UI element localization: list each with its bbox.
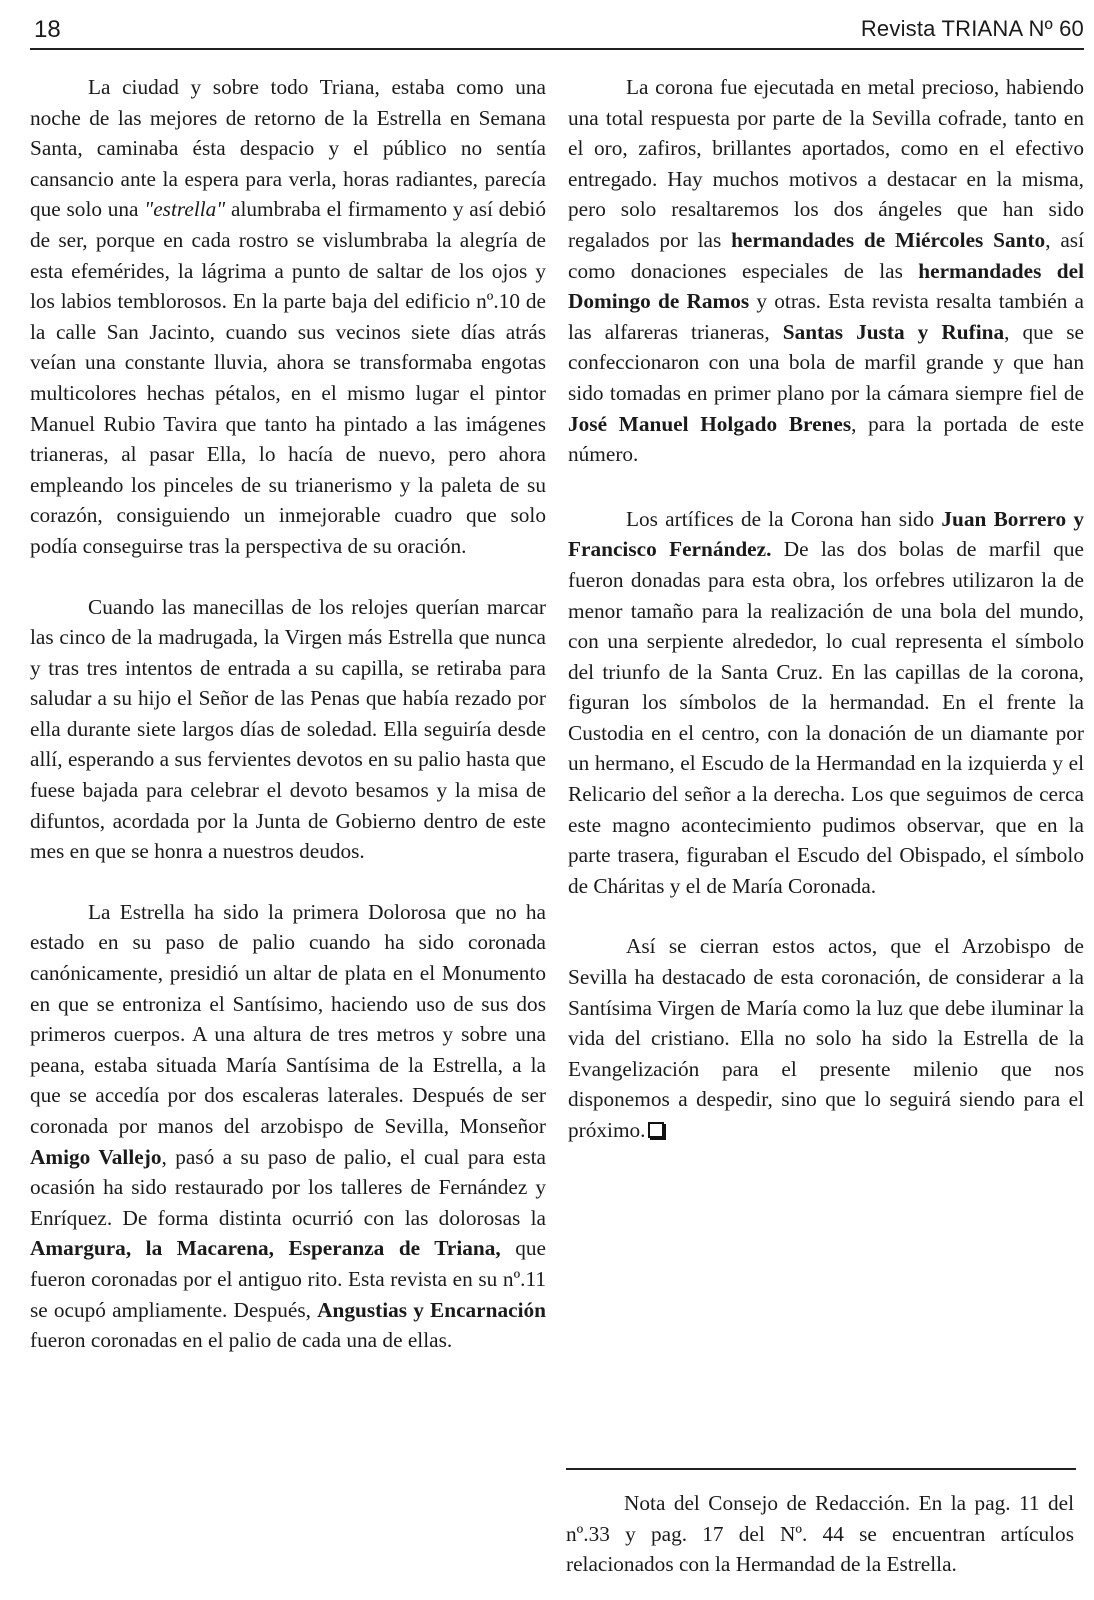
left-column bbox=[30, 72, 546, 1356]
page-header bbox=[30, 14, 1084, 50]
bold-name: hermandades del Domingo de Ramos bbox=[568, 258, 1084, 314]
paragraph-dawn-return: Cuando las manecillas de los relojes querían marcar las cinco de la madrugada, la Virgen más Estrella que nunca y tras tres intentos de entrada a su capilla, se retiraba para saludar a su hijo el Señor de las Penas que había rezado por ella durante siete largos días de soledad. Ella seguiría desde allí, esperando a sus fervientes devotos en su palio hasta que fuese bajada para celebrar el devoto besamos y la misa de difuntos, acordada por la Junta de Gobierno dentro de este mes en que se honra a nuestros deudos. bbox=[30, 594, 546, 864]
paragraph-evening-procession: La ciudad y sobre todo Triana, estaba como una noche de las mejores de retorno de la Estrella en Semana Santa, caminaba ésta despacio y el público no sentía cansancio ante la espera para verla, horas radiantes, parecía que solo una "estrella" alumbraba el firmamento y así debió de ser, porque en cada rostro se vislumbraba la alegría de esta efemérides, la lágrima a punto de saltar de los ojos y los labios temblorosos. En la parte baja del edificio nº.10 de la calle San Jacinto, cuando sus vecinos siete días atrás veían una constante lluvia, ahora se transformaba engotas multicolores hechas pétalos, en el mismo lugar el pintor Manuel Rubio Tavira que tanto ha pintado a las imágenes trianeras, al pasar Ella, lo hacía de nuevo, pero ahora empleando los pinceles de su trianerismo y la paleta de su corazón, consiguiendo un inmejorable cuadro que solo podía conseguirse tras la perspectiva de su oración. bbox=[30, 75, 546, 558]
note-divider bbox=[566, 1468, 1076, 1470]
bold-name: José Manuel Holgado Brenes bbox=[568, 411, 852, 436]
paragraph-coronation-altar: La Estrella ha sido la primera Dolorosa que no ha estado en su paso de palio cuando ha sido coronada canónicamente, presidió un altar de plata en el Monumento en que se entroniza el Santísimo, haciendo uso de sus dos primeros cuerpos. A una altura de tres metros y sobre una peana, estaba situada María Santísima de la Estrella, a la que se accedía por dos escaleras laterales. Después de ser coronada por manos del arzobispo de Sevilla, Monseñor Amigo Vallejo, pasó a su paso de palio, el cual para esta ocasión ha sido restaurado por los talleres de Fernández y Enríquez. De forma distinta ocurrió con las dolorosas la Amargura, la Macarena, Esperanza de Triana, que fueron coronadas por el antiguo rito. Esta revista en su nº.11 se ocupó ampliamente. Después, Angustias y Encarnación fueron coronadas en el palio de cada una de ellas. bbox=[30, 899, 546, 1353]
right-column bbox=[568, 72, 1084, 1146]
editorial-note bbox=[566, 1488, 1074, 1580]
bold-name: hermandades de Miércoles Santo bbox=[731, 227, 1046, 252]
page-number: 18 bbox=[34, 16, 61, 43]
editorial-note-text: Nota del Consejo de Redacción. En la pag. 11 del nº.33 y pag. 17 del Nº. 44 se encuentran artículos relacionados con la Hermandad de la Estrella. bbox=[566, 1491, 1074, 1577]
bold-name: Amigo Vallejo bbox=[30, 1144, 162, 1169]
journal-title: Revista TRIANA Nº 60 bbox=[860, 16, 1084, 41]
paragraph-closing: Así se cierran estos actos, que el Arzobispo de Sevilla ha destacado de esta coronación, de considerar a la Santísima Virgen de María como la luz que debe iluminar la vida del cristiano. Ella no solo ha sido la Estrella de la Evangelización para el presente milenio que nos disponemos a despedir, sino que lo seguirá siendo para el próximo. bbox=[568, 934, 1084, 1142]
bold-name: Santas Justa y Rufina bbox=[782, 319, 1005, 344]
bold-name: Angustias y Encarnación bbox=[317, 1297, 546, 1322]
bold-name: Amargura, la Macarena, Esperanza de Triana, bbox=[30, 1236, 501, 1261]
italic-estrella: "estrella" bbox=[144, 197, 226, 222]
end-of-article-icon bbox=[648, 1122, 664, 1138]
paragraph-crown-artisans: Los artífices de la Corona han sido Juan Borrero y Francisco Fernández. De las dos bolas de marfil que fueron donadas para esta obra, los orfebres utilizaron la de menor tamaño para la realización de una bola del mundo, con una serpiente alrededor, lo cual representa el símbolo del triunfo de la Santa Cruz. En las capillas de la corona, figuran los símbolos de la hermandad. En el frente la Custodia en el centro, con la donación de un diamante por un hermano, el Escudo de la Hermandad en la izquierda y el Relicario del señor a la derecha. Los que seguimos de cerca este magno acontecimiento pudimos observar, que en la parte trasera, figuraban el Escudo del Obispado, el símbolo de Cháritas y el de María Coronada. bbox=[568, 506, 1084, 898]
bold-name: Juan Borrero y Francisco Fernández. bbox=[568, 506, 1084, 562]
paragraph-crown-materials: La corona fue ejecutada en metal precioso, habiendo una total respuesta por parte de la Sevilla cofrade, tanto en el oro, zafiros, brillantes aportados, como en el efectivo entregado. Hay muchos motivos a destacar en la misma, pero solo resaltaremos los dos ángeles que han sido regalados por las hermandades de Miércoles Santo, así como donaciones especiales de las hermandades del Domingo de Ramos y otras. Esta revista resalta también a las alfareras trianeras, Santas Justa y Rufina, que se confeccionaron con una bola de marfil grande y que han sido tomadas en primer plano por la cámara siempre fiel de José Manuel Holgado Brenes, para la portada de este número. bbox=[568, 75, 1085, 467]
